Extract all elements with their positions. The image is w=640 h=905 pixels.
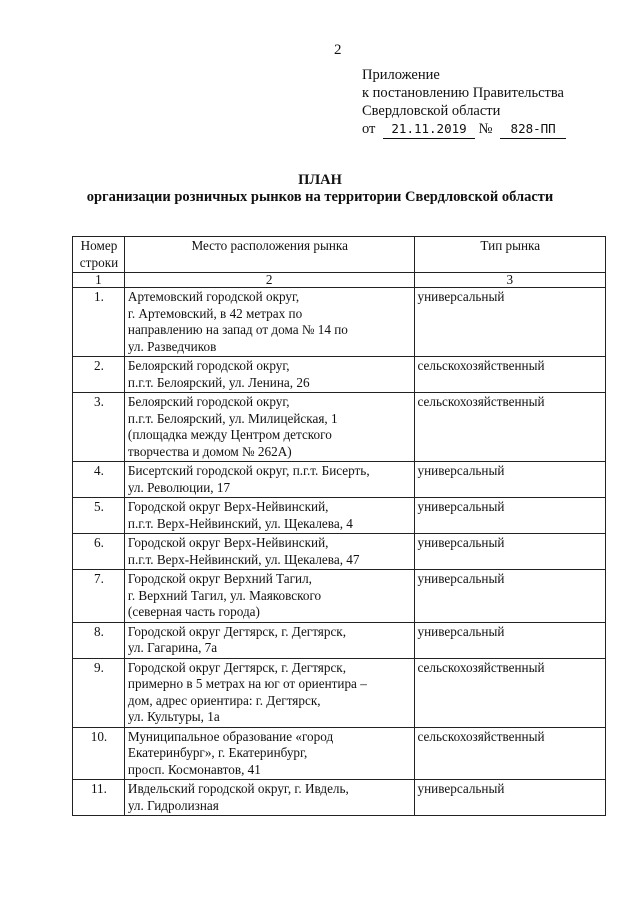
row-number: 2. — [73, 357, 125, 393]
table-row — [73, 727, 606, 780]
row-number: 8. — [73, 622, 125, 658]
location-line: Белоярский городской округ, — [127, 358, 290, 373]
location-line: п.г.т. Верх-Нейвинский, ул. Щекалева, 47 — [127, 551, 360, 567]
market-location — [124, 534, 414, 570]
from-label: от — [362, 121, 376, 137]
location-line: дом, адрес ориентира: г. Дегтярск, — [127, 692, 321, 708]
resolution-number: 828-ПП — [500, 120, 566, 139]
market-location — [124, 622, 414, 658]
row-number: 4. — [73, 462, 125, 498]
market-location — [124, 462, 414, 498]
table-row — [73, 780, 606, 816]
header-location: Место расположения рынка — [124, 237, 414, 273]
page-number: 2 — [334, 42, 342, 58]
location-line: (площадка между Центром детского — [127, 427, 332, 442]
column-index-row — [73, 273, 606, 288]
market-type: сельскохозяйственный — [414, 357, 605, 393]
column-index: 3 — [414, 273, 605, 288]
row-number: 10. — [73, 727, 125, 780]
table-row — [73, 658, 606, 727]
table-row — [73, 357, 606, 393]
appendix-block — [362, 66, 566, 139]
row-number: 3. — [73, 393, 125, 462]
header-market-type: Тип рынка — [414, 237, 605, 273]
location-line: п.г.т. Белоярский, ул. Милицейская, 1 — [127, 410, 338, 426]
table-row — [73, 622, 606, 658]
appendix-line-3: Свердловской области — [362, 103, 501, 119]
row-number: 6. — [73, 534, 125, 570]
column-index: 1 — [73, 273, 125, 288]
location-line: направлению на запад от дома № 14 по — [127, 322, 348, 337]
table-header-row — [73, 237, 606, 273]
location-line: Городской округ Дегтярск, г. Дегтярск, — [127, 659, 347, 675]
market-location — [124, 658, 414, 727]
location-line: (северная часть города) — [127, 604, 260, 619]
location-line: Ивдельский городской округ, г. Ивдель, — [127, 781, 349, 796]
market-type: сельскохозяйственный — [414, 393, 605, 462]
location-line: Городской округ Дегтярск, г. Дегтярск, — [127, 623, 347, 639]
location-line: примерно в 5 метрах на юг от ориентира – — [127, 676, 367, 691]
location-line: Екатеринбург», г. Екатеринбург, — [127, 745, 308, 760]
location-line: просп. Космонавтов, 41 — [127, 761, 261, 777]
number-label: № — [478, 121, 493, 137]
table-row — [73, 498, 606, 534]
market-type: универсальный — [414, 780, 605, 816]
market-type: универсальный — [414, 288, 605, 357]
table-row — [73, 534, 606, 570]
market-type: сельскохозяйственный — [414, 658, 605, 727]
appendix-signature-line — [362, 120, 566, 139]
location-line: п.г.т. Белоярский, ул. Ленина, 26 — [127, 374, 310, 390]
header-row-number-line: Номер — [80, 238, 118, 253]
row-number: 1. — [73, 288, 125, 357]
location-line: Муниципальное образование «город — [127, 728, 334, 744]
location-line: творчества и домом № 262А) — [127, 443, 292, 459]
document-subtitle: организации розничных рынков на территории Свердловской области — [86, 189, 554, 205]
location-line: Бисертский городской округ, п.г.т. Бисерть, — [127, 463, 370, 478]
location-line: ул. Гагарина, 7а — [127, 640, 218, 655]
location-line: ул. Разведчиков — [127, 338, 217, 354]
column-index: 2 — [124, 273, 414, 288]
table-row — [73, 393, 606, 462]
location-line: п.г.т. Верх-Нейвинский, ул. Щекалева, 4 — [127, 515, 353, 531]
table-row — [73, 462, 606, 498]
row-number: 11. — [73, 780, 125, 816]
resolution-date: 21.11.2019 — [383, 120, 475, 139]
table-row — [73, 570, 606, 623]
market-location — [124, 393, 414, 462]
appendix-line-1: Приложение — [362, 67, 440, 83]
market-location — [124, 727, 414, 780]
market-location — [124, 288, 414, 357]
markets-table — [72, 236, 606, 816]
row-number: 7. — [73, 570, 125, 623]
market-type: универсальный — [414, 570, 605, 623]
market-location — [124, 357, 414, 393]
market-type: универсальный — [414, 462, 605, 498]
market-type: сельскохозяйственный — [414, 727, 605, 780]
market-type: универсальный — [414, 622, 605, 658]
table-row — [73, 288, 606, 357]
location-line: ул. Революции, 17 — [127, 479, 231, 495]
row-number: 5. — [73, 498, 125, 534]
location-line: Городской округ Верхний Тагил, — [127, 571, 312, 586]
header-row-number-line: строки — [79, 254, 119, 270]
location-line: ул. Гидролизная — [127, 797, 219, 813]
header-row-number — [73, 237, 125, 273]
market-type: универсальный — [414, 534, 605, 570]
market-location — [124, 570, 414, 623]
market-location — [124, 780, 414, 816]
location-line: г. Артемовский, в 42 метрах по — [127, 305, 303, 321]
location-line: Белоярский городской округ, — [127, 394, 290, 409]
location-line: Артемовский городской округ, — [127, 289, 300, 304]
location-line: ул. Культуры, 1а — [127, 709, 220, 724]
market-location — [124, 498, 414, 534]
appendix-line-2: к постановлению Правительства — [362, 85, 564, 101]
market-type: универсальный — [414, 498, 605, 534]
location-line: г. Верхний Тагил, ул. Маяковского — [127, 587, 322, 603]
location-line: Городской округ Верх-Нейвинский, — [127, 499, 329, 514]
document-title: ПЛАН — [298, 172, 342, 188]
row-number: 9. — [73, 658, 125, 727]
location-line: Городской округ Верх-Нейвинский, — [127, 535, 329, 550]
